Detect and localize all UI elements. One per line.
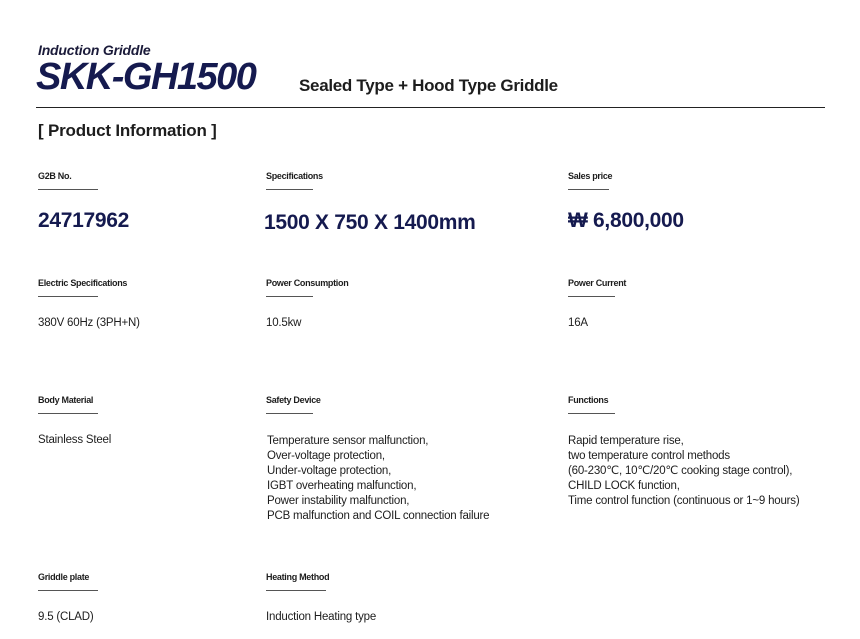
safety-device-line: Under-voltage protection, — [267, 465, 392, 477]
heating-method-underline — [266, 590, 326, 591]
specifications-underline — [266, 189, 313, 190]
functions-line: two temperature control methods — [568, 450, 730, 462]
griddle-plate-underline — [38, 590, 98, 591]
sales-price-underline — [568, 189, 609, 190]
product-category: Induction Griddle — [38, 42, 151, 58]
body-material-value: Stainless Steel — [38, 434, 112, 446]
functions-label: Functions — [568, 395, 609, 405]
body-material-underline — [38, 413, 98, 414]
functions-line: Rapid temperature rise, — [568, 435, 684, 447]
heating-method-label: Heating Method — [266, 572, 330, 582]
header-divider — [36, 107, 825, 108]
griddle-plate-value: 9.5 (CLAD) — [38, 611, 94, 623]
specifications-value: 1500 X 750 X 1400mm — [264, 211, 476, 234]
power-consumption-label: Power Consumption — [266, 278, 349, 288]
safety-device-line: Temperature sensor malfunction, — [267, 435, 429, 447]
section-title: [ Product Information ] — [38, 121, 217, 140]
functions-line: (60-230℃, 10℃/20℃ cooking stage control), — [568, 465, 793, 477]
sales-price-label: Sales price — [568, 171, 613, 181]
safety-device-line: PCB malfunction and COIL connection failure — [267, 510, 490, 522]
power-consumption-underline — [266, 296, 313, 297]
heating-method-value: Induction Heating type — [266, 611, 377, 623]
specifications-label: Specifications — [266, 171, 323, 181]
functions-line: Time control function (continuous or 1~9 hours) — [568, 495, 800, 507]
safety-device-label: Safety Device — [266, 395, 321, 405]
power-current-value: 16A — [568, 317, 588, 329]
functions-line: CHILD LOCK function, — [568, 480, 680, 492]
electric-underline — [38, 296, 98, 297]
g2b-label: G2B No. — [38, 171, 72, 181]
model-name: SKK-GH1500 — [36, 56, 256, 98]
power-consumption-value: 10.5kw — [266, 317, 302, 329]
g2b-value: 24717962 — [38, 209, 130, 232]
safety-device-line: Power instability malfunction, — [267, 495, 410, 507]
functions-underline — [568, 413, 615, 414]
power-current-label: Power Current — [568, 278, 627, 288]
griddle-plate-label: Griddle plate — [38, 572, 90, 582]
safety-device-underline — [266, 413, 313, 414]
safety-device-line: IGBT overheating malfunction, — [267, 480, 417, 492]
sales-price-value: ₩ 6,800,000 — [568, 209, 684, 232]
safety-device-line: Over-voltage protection, — [267, 450, 385, 462]
functions-value — [568, 434, 799, 509]
model-description: Sealed Type + Hood Type Griddle — [299, 76, 558, 95]
body-material-label: Body Material — [38, 395, 94, 405]
electric-label: Electric Specifications — [38, 278, 128, 288]
g2b-underline — [38, 189, 98, 190]
power-current-underline — [568, 296, 615, 297]
electric-value: 380V 60Hz (3PH+N) — [38, 317, 140, 329]
safety-device-value — [267, 434, 489, 524]
